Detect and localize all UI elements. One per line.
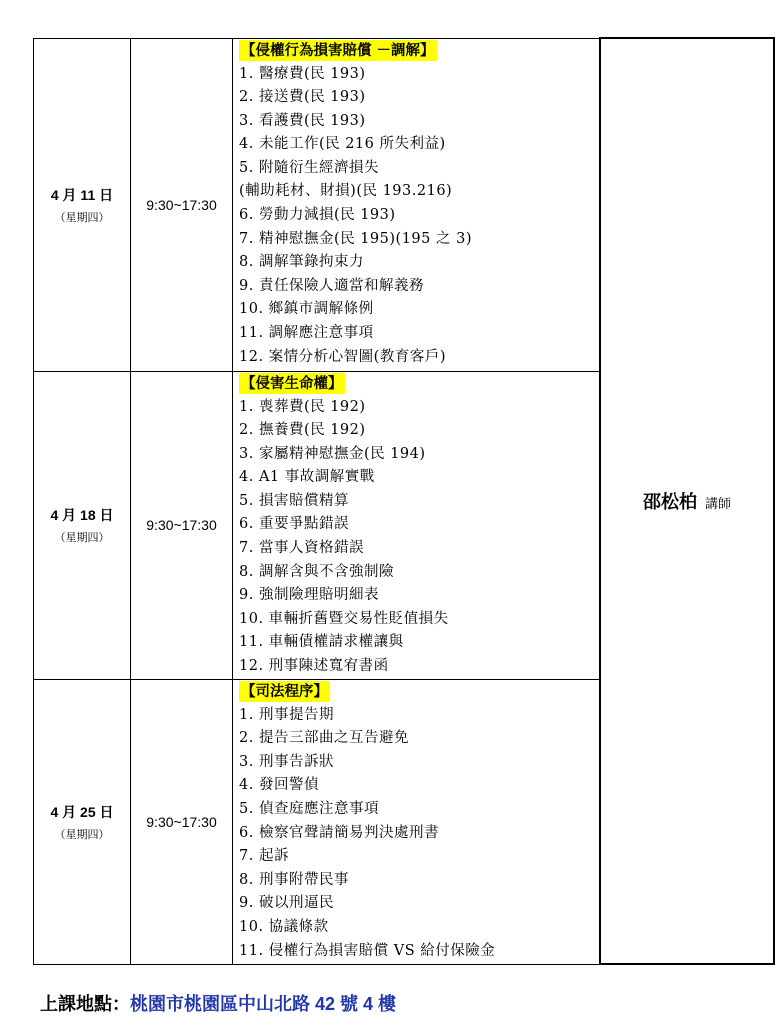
list-item: 10. 車輛折舊暨交易性貶值損失 bbox=[239, 610, 449, 627]
list-item: 2. 撫養費(民 192) bbox=[239, 422, 366, 439]
list-item: 4. 未能工作(民 216 所失利益) bbox=[239, 136, 446, 153]
teacher-name: 邵松柏 bbox=[642, 492, 697, 513]
list-item: 11. 侵權行為損害賠償 VS 給付保險金 bbox=[239, 942, 496, 959]
list-item: 5. 偵查庭應注意事項 bbox=[239, 801, 379, 817]
content-cell bbox=[233, 679, 601, 964]
list-item: 5. 附隨衍生經濟損失 bbox=[239, 159, 379, 176]
date-text: 4 月 18 日 bbox=[50, 507, 114, 524]
content-cell bbox=[233, 371, 601, 679]
list-item: 10. 協議條款 bbox=[239, 918, 329, 935]
list-item: 6. 檢察官聲請簡易判決處刑書 bbox=[239, 824, 439, 841]
list-item: 11. 車輛債權請求權讓與 bbox=[239, 634, 404, 651]
list-item: 3. 看護費(民 193) bbox=[239, 112, 366, 129]
date-text: 4 月 25 日 bbox=[50, 803, 114, 820]
teacher-title: 講師 bbox=[704, 497, 731, 513]
list-item: 2. 接送費(民 193) bbox=[239, 89, 366, 106]
time-cell: 9:30~17:30 bbox=[131, 38, 233, 371]
list-item: 11. 調解應注意事項 bbox=[239, 325, 374, 342]
list-item: 7. 精神慰撫金(民 195)(195 之 3) bbox=[239, 230, 472, 247]
date-cell bbox=[34, 38, 131, 371]
list-item: 7. 當事人資格錯誤 bbox=[239, 540, 364, 557]
time-cell: 9:30~17:30 bbox=[131, 679, 233, 964]
location-address: 桃園市桃園區中山北路 42 號 4 樓 bbox=[130, 994, 397, 1014]
weekday-text: （星期四） bbox=[54, 531, 110, 545]
topic-heading: 【侵權行為損害賠償 －調解】 bbox=[241, 41, 435, 59]
list-item: 2. 提告三部曲之互告避免 bbox=[239, 730, 409, 747]
list-item: 8. 刑事附帶民事 bbox=[239, 871, 349, 888]
list-item: 3. 刑事告訴狀 bbox=[239, 753, 334, 770]
content-cell bbox=[233, 38, 601, 371]
list-item: 12. 刑事陳述寬宥書函 bbox=[239, 658, 389, 675]
list-item: 4. 發回警偵 bbox=[239, 777, 319, 794]
location-line bbox=[40, 990, 396, 1016]
date-text: 4 月 11 日 bbox=[50, 186, 114, 203]
list-item: 6. 重要爭點錯誤 bbox=[239, 516, 349, 533]
weekday-text: （星期四） bbox=[54, 210, 110, 224]
list-item: 12. 案情分析心智圖(教育客戶) bbox=[239, 348, 446, 365]
list-item: 4. A1 事故調解實戰 bbox=[239, 469, 375, 486]
list-item: 8. 調解筆錄拘束力 bbox=[239, 254, 364, 271]
list-item: 6. 勞動力減損(民 193) bbox=[239, 207, 396, 224]
location-label: 上課地點： bbox=[40, 994, 130, 1014]
teacher-cell bbox=[600, 38, 774, 964]
list-item: 9. 破以刑逼民 bbox=[239, 895, 334, 912]
list-item: 5. 損害賠償精算 bbox=[239, 492, 349, 509]
list-item: 1. 喪葬費(民 192) bbox=[239, 398, 366, 415]
time-cell: 9:30~17:30 bbox=[131, 371, 233, 679]
list-item: 8. 調解含與不含強制險 bbox=[239, 563, 394, 580]
list-item: 1. 醫療費(民 193) bbox=[239, 65, 366, 82]
list-item: 7. 起訴 bbox=[239, 848, 289, 865]
date-cell bbox=[34, 679, 131, 964]
topic-heading: 【司法程序】 bbox=[241, 682, 328, 700]
schedule-table bbox=[33, 37, 775, 965]
weekday-text: （星期四） bbox=[54, 827, 110, 841]
list-item: 10. 鄉鎮市調解條例 bbox=[239, 301, 374, 318]
list-item: (輔助耗材、財損)(民 193.216) bbox=[239, 183, 453, 200]
schedule-row bbox=[34, 38, 775, 371]
date-cell bbox=[34, 371, 131, 679]
list-item: 3. 家屬精神慰撫金(民 194) bbox=[239, 445, 426, 462]
list-item: 9. 強制險理賠明細表 bbox=[239, 587, 379, 604]
topic-heading: 【侵害生命權】 bbox=[241, 374, 343, 392]
list-item: 1. 刑事提告期 bbox=[239, 706, 334, 723]
list-item: 9. 責任保險人適當和解義務 bbox=[239, 277, 424, 294]
